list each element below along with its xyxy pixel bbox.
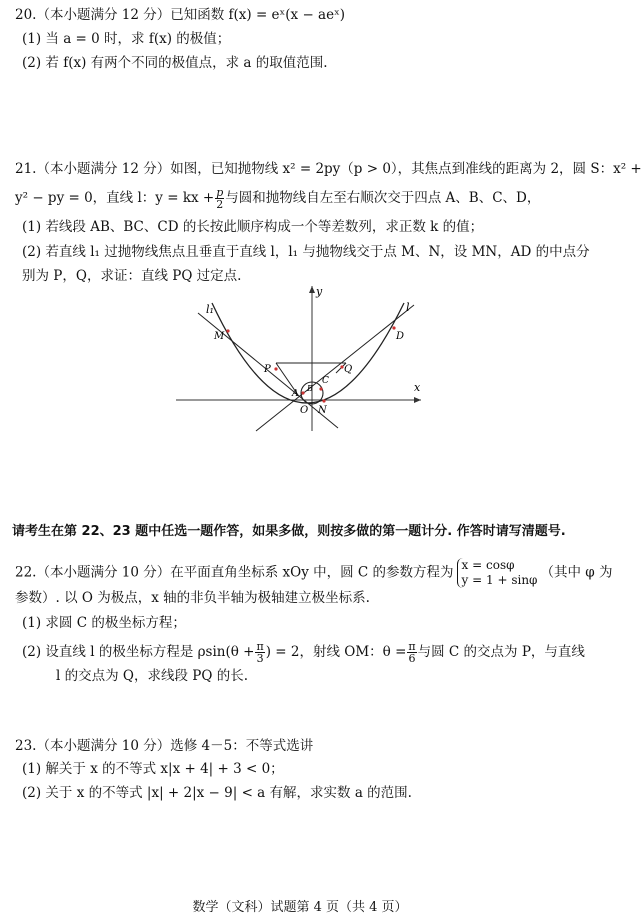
point-C (319, 387, 322, 390)
point-P (274, 367, 277, 370)
q20-title: 20.（本小题满分 12 分）已知函数 f(x) = eˣ(x − aeˣ) (15, 7, 346, 23)
x-axis-arrow (414, 397, 421, 403)
q20-part1: (1) 当 a = 0 时，求 f(x) 的极值； (22, 31, 231, 47)
q22-frac-pi3-den: 3 (256, 652, 264, 665)
q21-part2a: (2) 若直线 l₁ 过抛物线焦点且垂直于直线 l，l₁ 与抛物线交于点 M、N，设 MN，AD 的中点分 (22, 244, 590, 260)
point-N (322, 399, 325, 402)
q21-line2-a: y² − py = 0，直线 l：y = kx + (15, 190, 215, 206)
q22-line1-b: （其中 φ 为 (540, 564, 613, 581)
q22-sys-line2: y = 1 + sinφ (461, 573, 538, 587)
q22-part2-c: 与圆 C 的交点为 P，与直线 (417, 644, 585, 660)
q22-sys-line1: x = cosφ (461, 558, 515, 572)
q21-line2-b: 与圆和抛物线自左至右顺次交于四点 A、B、C、D， (225, 190, 541, 206)
page-footer: 数学（文科）试题第 4 页（共 4 页） (192, 900, 408, 915)
label-C: C (322, 376, 329, 386)
q23-part2: (2) 关于 x 的不等式 |x| + 2|x − 9| < a 有解，求实数 a 的范围. (22, 785, 412, 801)
q23-title: 23.（本小题满分 10 分）选修 4－5：不等式选讲 (15, 738, 314, 754)
q20-part2: (2) 若 f(x) 有两个不同的极值点，求 a 的取值范围. (22, 55, 328, 71)
point-M (226, 329, 229, 332)
label-A: A (292, 389, 299, 399)
q23-part1: (1) 解关于 x 的不等式 x|x + 4| + 3 < 0； (22, 761, 284, 777)
label-y: y (316, 285, 323, 298)
q22-line1 (15, 558, 613, 588)
label-M: M (214, 331, 225, 342)
label-x: x (414, 381, 421, 394)
q21-part2b: 别为 P，Q，求证：直线 PQ 过定点. (22, 268, 242, 284)
label-Q: Q (344, 364, 353, 375)
q22-frac-pi6-num: π (408, 640, 416, 653)
q22-frac-pi6 (407, 641, 416, 664)
q22-part1: (1) 求圆 C 的极坐标方程； (22, 615, 186, 631)
q22-part2-b: ) = 2，射线 OM：θ = (265, 644, 407, 660)
point-D (392, 326, 395, 329)
label-l1: l₁ (206, 303, 214, 316)
q21-line2 (15, 187, 540, 210)
label-O: O (300, 405, 309, 416)
select-notice: 请考生在第 22、23 题中任选一题作答，如果多做，则按多做的第一题计分. 作答时请写清题号. (12, 524, 566, 539)
label-P: P (264, 364, 271, 375)
parabola-figure (176, 283, 426, 435)
y-axis-arrow (309, 286, 315, 293)
label-l: l (406, 301, 410, 314)
q22-part2 (22, 641, 585, 664)
q21-frac-num: p (216, 186, 224, 199)
q21-part1: (1) 若线段 AB、BC、CD 的长按此顺序构成一个等差数列，求正数 k 的值； (22, 219, 484, 235)
q21-frac-den: 2 (216, 198, 224, 211)
label-N: N (318, 405, 327, 416)
label-B: B (307, 384, 313, 393)
q22-part2d: l 的交点为 Q，求线段 PQ 的长. (56, 668, 248, 684)
q22-line1-a: 22.（本小题满分 10 分）在平面直角坐标系 xOy 中，圆 C 的参数方程为 (15, 564, 454, 581)
q22-frac-pi3-num: π (256, 640, 264, 653)
q22-line2: 参数）. 以 O 为极点，x 轴的非负半轴为极轴建立极坐标系. (15, 590, 370, 606)
q22-part2-a: (2) 设直线 l 的极坐标方程是 ρsin(θ + (22, 644, 255, 660)
q22-param-system (457, 558, 538, 588)
q22-frac-pi6-den: 6 (408, 652, 416, 665)
q21-frac (215, 187, 224, 210)
label-D: D (396, 331, 405, 342)
point-A (301, 391, 304, 394)
q21-line1: 21.（本小题满分 12 分）如图，已知抛物线 x² = 2py（p > 0），其焦点到准线的距离为 2，圆 S：x² + (15, 161, 642, 177)
q22-frac-pi3 (255, 641, 264, 664)
